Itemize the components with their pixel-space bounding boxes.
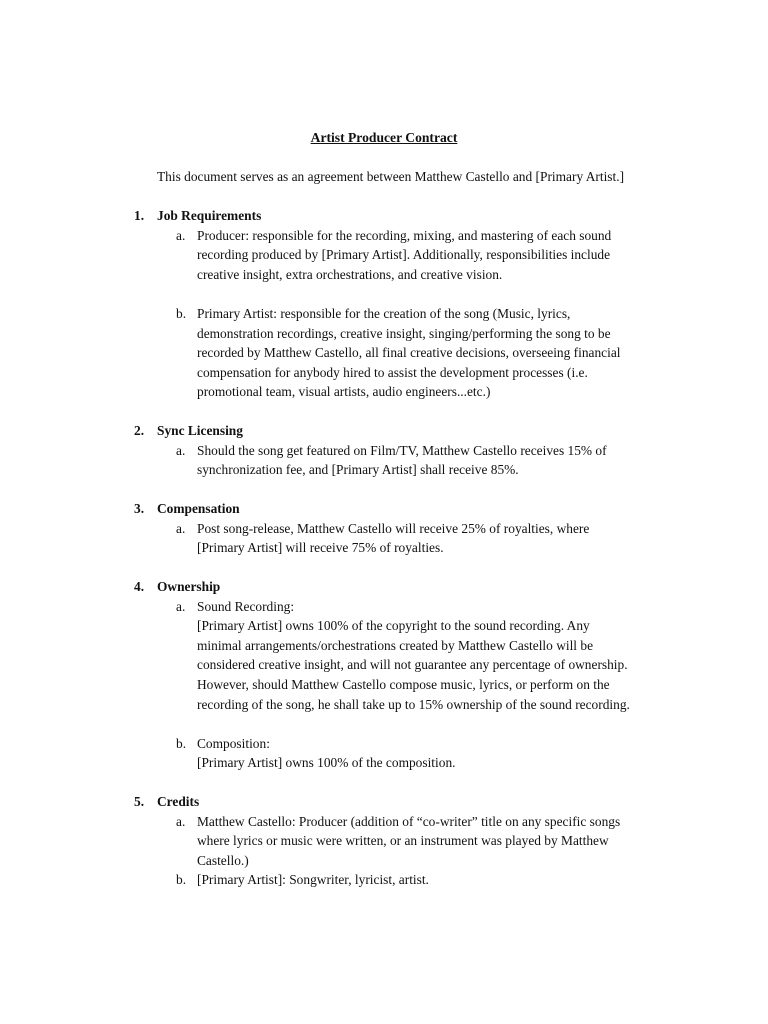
list-item <box>134 597 654 715</box>
item-line: promotional team, visual artists, audio engineers...etc.) <box>197 384 491 400</box>
item-line: demonstration recordings, creative insight, singing/performing the song to be <box>197 325 611 341</box>
section-number: 2. <box>134 423 145 438</box>
section-number: 5. <box>134 794 145 809</box>
section-heading <box>134 577 654 597</box>
list-item <box>134 812 654 871</box>
section-title: Sync Licensing <box>157 423 243 438</box>
section-heading <box>134 206 654 226</box>
item-letter: b. <box>176 872 187 888</box>
item-line: However, should Matthew Castello compose music, lyrics, or perform on the <box>197 676 610 692</box>
list-item <box>134 870 654 890</box>
section-sync-licensing <box>134 421 654 480</box>
list-item <box>134 441 654 480</box>
section-title: Compensation <box>157 501 240 516</box>
section-compensation <box>134 499 654 558</box>
item-letter: a. <box>176 813 186 829</box>
item-line: Should the song get featured on Film/TV, Matthew Castello receives 15% of <box>197 442 607 458</box>
section-ownership <box>134 577 654 773</box>
section-title: Ownership <box>157 579 221 594</box>
list-item <box>134 226 654 285</box>
item-line: Primary Artist: responsible for the creation of the song (Music, lyrics, <box>197 305 571 321</box>
item-line: [Primary Artist]: Songwriter, lyricist, artist. <box>197 872 429 888</box>
section-heading <box>134 499 654 519</box>
item-letter: a. <box>176 598 186 614</box>
section-title: Credits <box>157 794 200 809</box>
list-item <box>134 734 654 773</box>
item-line: Matthew Castello: Producer (addition of “co-writer” title on any specific songs <box>197 813 621 829</box>
section-number: 3. <box>134 501 145 516</box>
section-heading <box>134 792 654 812</box>
document-title: Artist Producer Contract <box>310 130 458 145</box>
item-line: recording produced by [Primary Artist]. Additionally, responsibilities include <box>197 247 611 263</box>
section-number: 4. <box>134 579 145 594</box>
section-title: Job Requirements <box>157 208 262 223</box>
item-line: where lyrics or music were written, or an instrument was played by Matthew <box>197 833 609 849</box>
section-number: 1. <box>134 208 145 223</box>
item-line: recording of the song, he shall take up to 15% ownership of the sound recording. <box>197 696 630 712</box>
item-letter: b. <box>176 305 187 321</box>
item-letter: a. <box>176 442 186 458</box>
item-line: Castello.) <box>197 852 249 868</box>
section-credits <box>134 792 654 890</box>
item-line: Post song-release, Matthew Castello will receive 25% of royalties, where <box>197 520 590 536</box>
item-letter: a. <box>176 520 186 536</box>
item-line: [Primary Artist] owns 100% of the copyright to the sound recording. Any <box>197 618 590 634</box>
item-letter: b. <box>176 735 187 751</box>
item-line: synchronization fee, and [Primary Artist] shall receive 85%. <box>197 462 519 478</box>
item-letter: a. <box>176 227 186 243</box>
item-line: [Primary Artist] owns 100% of the composition. <box>197 755 456 771</box>
list-item <box>134 519 654 558</box>
item-line: compensation for anybody hired to assist the development processes (i.e. <box>197 364 588 380</box>
item-line: creative insight, extra orchestrations, and creative vision. <box>197 266 503 282</box>
item-line: recorded by Matthew Castello, all final creative decisions, overseeing financial <box>197 345 621 361</box>
section-job-requirements <box>134 206 654 402</box>
item-line: considered creative insight, and will not guarantee any percentage of ownership. <box>197 657 628 673</box>
section-heading <box>134 421 654 441</box>
intro-paragraph: This document serves as an agreement between Matthew Castello and [Primary Artist.] <box>157 169 625 184</box>
item-line: Sound Recording: <box>197 598 295 614</box>
item-line: minimal arrangements/orchestrations created by Matthew Castello will be <box>197 637 594 653</box>
item-line: Producer: responsible for the recording, mixing, and mastering of each sound <box>197 227 612 243</box>
item-line: Composition: <box>197 735 270 751</box>
list-item <box>134 304 654 402</box>
item-line: [Primary Artist] will receive 75% of royalties. <box>197 540 444 556</box>
